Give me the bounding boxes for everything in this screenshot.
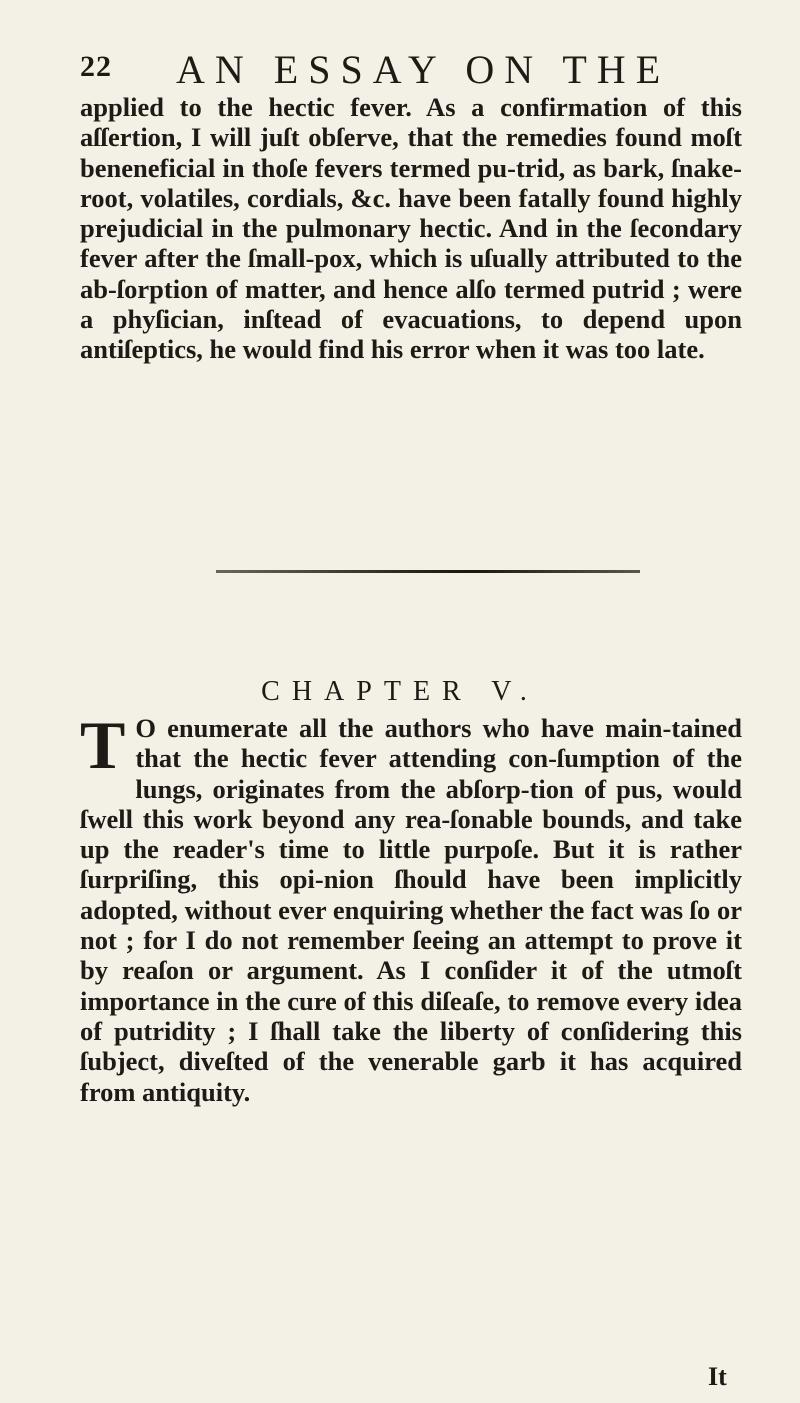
chapter-divider-rule: [216, 570, 640, 573]
page-number: 22: [80, 50, 112, 83]
page-header: [80, 46, 740, 96]
paragraph-body: O enumerate all the authors who have main-tained that the hectic fever attending con-ſumption of the lungs, originates from the abſorp-tion of pus, would ſwell this work beyond any rea-ſonable bounds, and take up the reader's time to little purpoſe. But it is rather ſurpriſing, this opi-nion ſhould have been implicitly adopted, without ever enquiring whether the fact was ſo or not ; for I do not remember ſeeing an attempt to prove it by reaſon or argument. As I conſider it of the utmoſt importance in the cure of this diſeaſe, to remove every idea of putridity ; I ſhall take the liberty of conſidering this ſubject, diveſted of the venerable garb it has acquired from antiquity.: [80, 713, 742, 1107]
chapter-heading: CHAPTER V.: [261, 676, 539, 707]
catchword: It: [708, 1362, 727, 1391]
running-head: AN ESSAY ON THE: [176, 47, 671, 92]
paragraph-continued: applied to the hectic fever. As a confirmation of this aſſertion, I will juſt obſerve, that the remedies found moſt beneneficial in thoſe fevers termed pu-trid, as bark, ſnake-root, volatiles, cordials, &c. have been fatally found highly prejudicial in the pulmonary hectic. And in the ſecondary fever after the ſmall-pox, which is uſually attributed to the ab-ſorption of matter, and hence alſo termed putrid ; were a phyſician, inſtead of evacuations, to depend upon antiſeptics, he would find his error when it was too late.: [80, 92, 742, 365]
chapter-opening-paragraph: [80, 707, 742, 1107]
drop-cap: T: [80, 707, 126, 783]
